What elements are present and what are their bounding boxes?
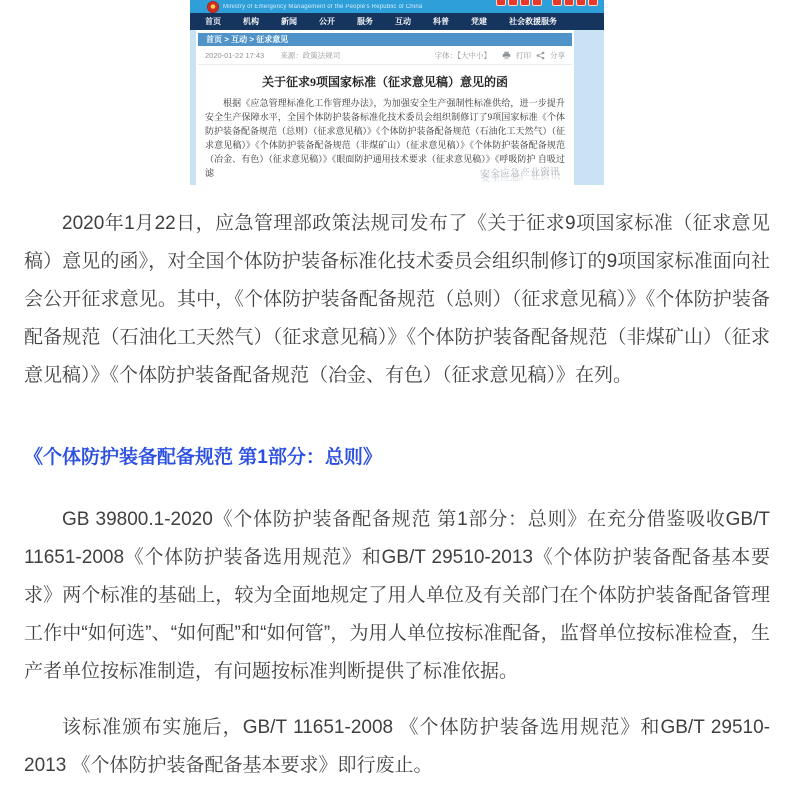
article-panel (196, 30, 574, 185)
red-slogan-partial-icon (494, 0, 598, 11)
site-body (190, 30, 604, 185)
embedded-article-title: 关于征求9项国家标准（征求意见稿）意见的函 (261, 75, 508, 89)
watermark-text: 安全应急产业资讯 (479, 166, 561, 181)
nav-item-news[interactable]: 新闻 (281, 17, 297, 26)
share-icon[interactable] (536, 51, 545, 60)
article-source: 来源：政策法规司 (280, 50, 341, 60)
publish-datetime: 2020-01-22 17:43 (205, 50, 265, 60)
font-size-control[interactable]: 字体：【大中小】 (434, 50, 491, 60)
site-navbar (190, 13, 604, 30)
national-emblem-icon (208, 2, 218, 12)
nav-item-science[interactable]: 科普 (433, 17, 449, 26)
nav-item-org[interactable]: 机构 (243, 17, 259, 26)
nav-item-party[interactable]: 党建 (471, 17, 487, 26)
paragraph-abolish-note: 该标准颁布实施后，GB/T 11651-2008 《个体防护装备选用规范》和GB/T 29510-2013 《个体防护装备配备基本要求》即行废止。 (24, 717, 770, 776)
nav-item-service[interactable]: 服务 (357, 17, 373, 26)
nav-item-rescue[interactable]: 社会救援服务 (509, 17, 557, 26)
nav-item-public[interactable]: 公开 (319, 17, 335, 26)
share-button[interactable]: 分享 (550, 50, 565, 60)
print-button[interactable]: 打印 (516, 50, 531, 60)
paragraph-standard-detail: GB 39800.1-2020《个体防护装备配备规范 第1部分：总则》在充分借鉴吸收GB/T 11651-2008《个体防护装备选用规范》和GB/T 29510-2013《个体防护装备配备基本要求》两个标准的基础上，较为全面地规定了用人单位及有关部门在个体防护装备配备管理工作中“如何选”、“如何配”和“如何管”，为用人单位按标准配备，监督单位按标准检查，生产者单位按标准制造，有问题按标准判断提供了标准依据。 (24, 509, 770, 682)
embedded-screenshot (190, 0, 604, 185)
paragraph-intro: 2020年1月22日，应急管理部政策法规司发布了《关于征求9项国家标准（征求意见稿）意见的函》，对全国个体防护装备标准化技术委员会组织制修订的9项国家标准面向社会公开征求意见。其中，《个体防护装备配备规范（总则）（征求意见稿）》《个体防护装备配备规范（石油化工天然气）（征求意见稿）》《个体防护装备配备规范（非煤矿山）（征求意见稿）》《个体防护装备配备规范（冶金、有色）（征求意见稿）》在列。 (24, 213, 770, 386)
article-content (0, 205, 794, 785)
nav-item-home[interactable]: 首页 (205, 17, 221, 26)
nav-item-interaction[interactable]: 互动 (395, 17, 411, 26)
breadcrumb[interactable]: 首页 > 互动 > 征求意见 (198, 33, 572, 46)
article-meta-row (198, 46, 572, 65)
section-heading: 《个体防护装备配备规范 第1部分：总则》 (24, 447, 382, 468)
printer-icon[interactable] (502, 51, 511, 60)
site-topbar (190, 0, 604, 13)
embedded-article-body: 根据《应急管理标准化工作管理办法》，为加强安全生产强制性标准供给，进一步提升安全生产保障水平，全国个体防护装备标准化技术委员会组织制修订了9项国家标准《个体防护装备配备规范（总则）（征求意见稿）》《个体防护装备配备规范（石油化工天然气）（征求意见稿）》《个体防护装备配备规范（非煤矿山）（征求意见稿）》《个体防护装备配备规范（冶金、有色）（征求意见稿）》《眼面防护通用技术要求（征求意见稿）》《呼吸防护 自吸过滤 (205, 98, 566, 178)
site-english-title: Ministry of Emergency Management of the People's Republic of China (223, 3, 423, 10)
